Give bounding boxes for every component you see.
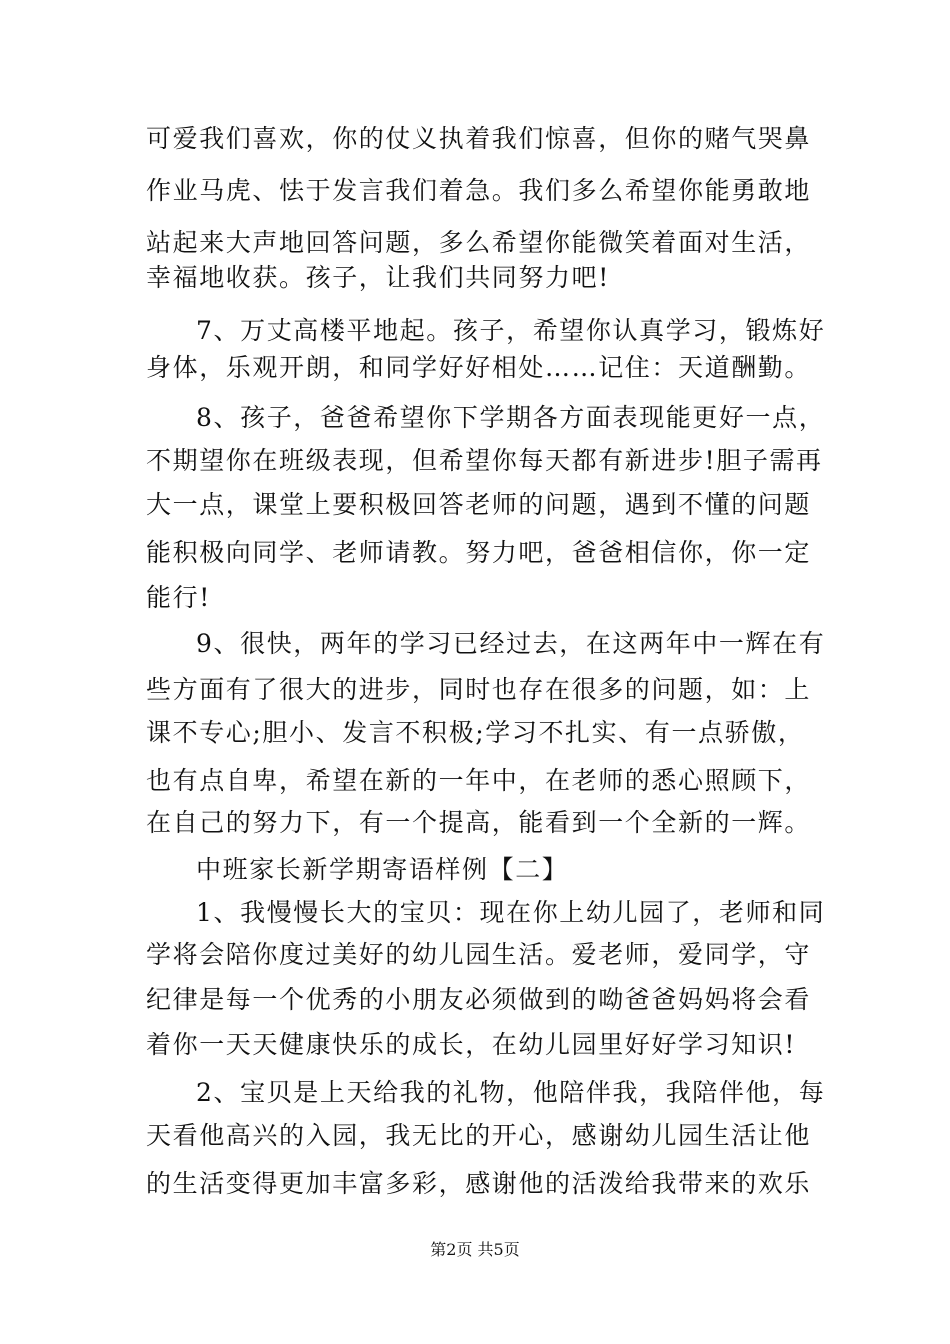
- text-line: 9、很快，两年的学习已经过去，在这两年中一辉在有: [196, 629, 826, 658]
- text-line: 着你一天天健康快乐的成长，在幼儿园里好好学习知识!: [146, 1030, 797, 1059]
- text-line: 作业马虎、怯于发言我们着急。我们多么希望你能勇敢地: [146, 176, 812, 205]
- text-line: 能积极向同学、老师请教。努力吧，爸爸相信你，你一定: [146, 538, 812, 567]
- text-line: 幸福地收获。孩子，让我们共同努力吧!: [146, 263, 610, 292]
- text-line: 可爱我们喜欢，你的仗义执着我们惊喜，但你的赌气哭鼻: [146, 124, 812, 153]
- text-line: 天看他高兴的入园，我无比的开心，感谢幼儿园生活让他: [146, 1121, 812, 1150]
- text-line: 的生活变得更加丰富多彩，感谢他的活泼给我带来的欢乐: [146, 1169, 812, 1198]
- text-line: 些方面有了很大的进步，同时也存在很多的问题，如：上: [146, 675, 812, 704]
- text-line: 能行!: [146, 583, 211, 612]
- text-line: 8、孩子，爸爸希望你下学期各方面表现能更好一点，: [196, 403, 826, 432]
- text-line: 在自己的努力下，有一个提高，能看到一个全新的一辉。: [146, 808, 812, 837]
- section-heading: 中班家长新学期寄语样例【二】: [196, 855, 569, 884]
- text-line: 1、我慢慢长大的宝贝：现在你上幼儿园了，老师和同: [196, 898, 826, 927]
- text-line: 大一点，课堂上要积极回答老师的问题，遇到不懂的问题: [146, 490, 812, 519]
- text-line: 课不专心;胆小、发言不积极;学习不扎实、有一点骄傲，: [146, 718, 805, 747]
- text-line: 学将会陪你度过美好的幼儿园生活。爱老师，爱同学，守: [146, 940, 812, 969]
- text-line: 也有点自卑，希望在新的一年中，在老师的悉心照顾下，: [146, 766, 812, 795]
- text-line: 7、万丈高楼平地起。孩子，希望你认真学习，锻炼好: [196, 316, 826, 345]
- text-line: 不期望你在班级表现，但希望你每天都有新进步!胆子需再: [146, 446, 823, 475]
- text-line: 2、宝贝是上天给我的礼物，他陪伴我，我陪伴他，每: [196, 1078, 826, 1107]
- text-line: 站起来大声地回答问题，多么希望你能微笑着面对生活，: [146, 228, 812, 257]
- text-line: 身体，乐观开朗，和同学好好相处……记住：天道酬勤。: [146, 353, 812, 382]
- text-line: 纪律是每一个优秀的小朋友必须做到的呦爸爸妈妈将会看: [146, 985, 812, 1014]
- page-footer: 第2页 共5页: [430, 1240, 520, 1259]
